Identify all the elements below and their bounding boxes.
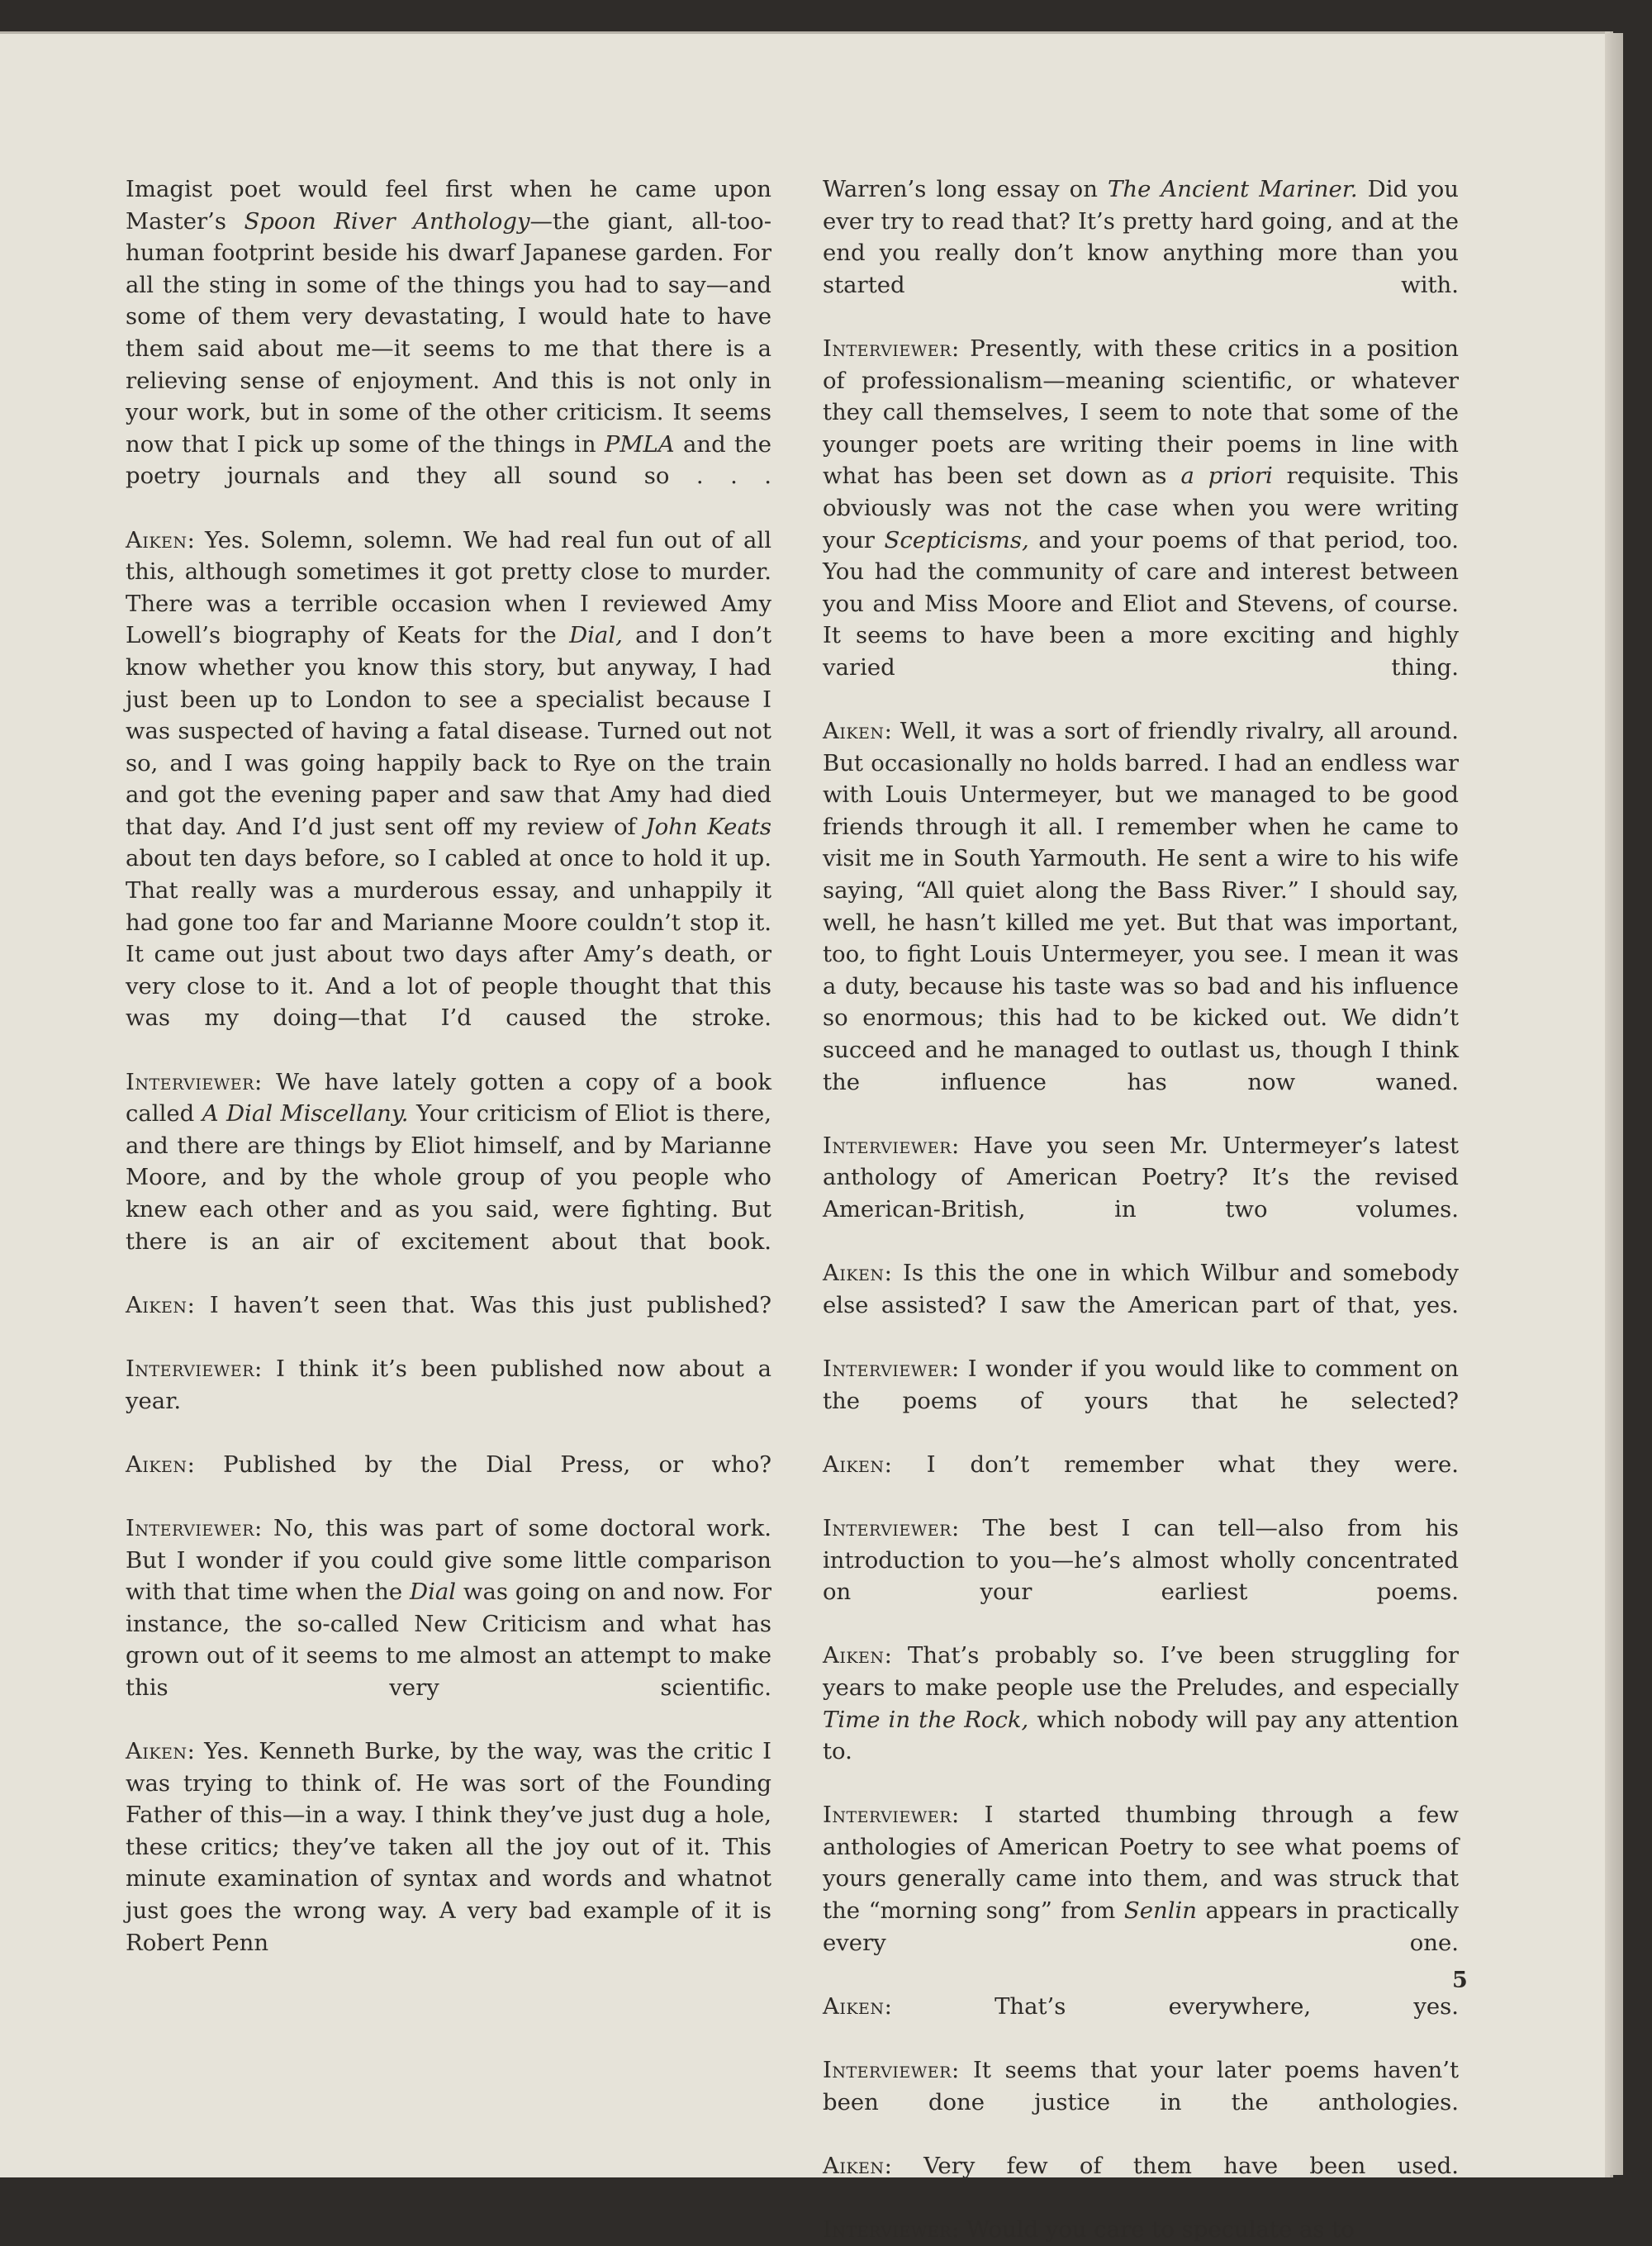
speaker-label: Aiken [126,1738,188,1765]
text-run: I started thumbing through a few anthologies of American Poetry to see what poems of yours generally came into them, and was struck that the “morning song” from [823,1802,1459,1925]
text-run: Well, it was a sort of friendly rivalry, all around. But occasionally no holds barred. I had an endless war with Louis Untermeyer, but we managed to be good friends through it all. I remember when he came to visit me in South Yarmouth. He sent a wire to his wife saying, “All quiet along the Bass River.” I should say, well, he hasn’t killed me yet. But that was important, too, to fight Louis Untermeyer, you see. I mean it was a duty, because his taste was so bad and his influence so enormous; this had to be kicked out. We didn’t succeed and he managed to outlast us, though I think the influence has now waned. [823,718,1459,1095]
text-run: and I don’t know whether you know this story, but anyway, I had just been up to London to see a specialist because I was suspected of having a fatal disease. Turned out not so, and I was going happily back to Rye on the train and got the evening paper and saw that Amy had died that day. And I’d just sent off my review of [126,622,771,840]
dialogue-paragraph: Interviewer: The best I can tell—also from his introduction to you—he’s almost wholly concentrated on your earliest poems. [823,1514,1459,1606]
text-run: I think it’s been published now about a year. [126,1355,772,1414]
italic-title: a priori [1180,463,1273,490]
text-run: I haven’t seen that. Was this just published? [209,1291,771,1318]
speaker-label: Interviewer [823,335,952,362]
speaker-label: Aiken [126,1451,188,1478]
text-run: and the poetry journals and they all sound so . . . [126,430,772,490]
dialogue-paragraph: Aiken: I don’t remember what they were. [823,1451,1459,1478]
text-run: The best I can tell—also from his introduction to you—he’s almost wholly concentrated on your earliest poems. [823,1514,1459,1606]
text-run: Your criticism of Eliot is there, and there are things by Eliot himself, and by Marianne Moore, and by the whole group of you people who knew each other and as you said, were fighting. But there is an air of excitement about that book. [126,1100,771,1255]
text-run: Have you seen Mr. Untermeyer’s latest anthology of American Poetry? It’s the revised American-British, in two volumes. [823,1132,1459,1223]
speaker-label: Aiken [823,2152,885,2179]
speaker-label: Aiken [823,1260,885,1287]
left-column [126,173,771,1959]
dialogue-paragraph: Aiken: That’s probably so. I’ve been struggling for years to make people use the Preludes, and especially Time in the Rock, which nobody will pay any attention to. [823,1642,1460,1765]
speaker-label: Interviewer [823,1802,952,1829]
speaker-label: Interviewer [823,2216,952,2243]
italic-title: Scepticisms, [884,526,1029,553]
italic-title: John Keats [645,813,772,840]
text-run: No, this was part of some doctoral work. But I wonder if you could give some little comparison with that time when the [126,1514,771,1606]
text-run: Published by the Dial Press, or who? [223,1451,771,1478]
speaker-label: Interviewer [823,1514,952,1541]
text-run: That’s probably so. I’ve been struggling for years to make people use the Preludes, and especially [823,1642,1459,1701]
speaker-label: Aiken [823,1992,885,2020]
speaker-label: Aiken [823,718,885,745]
text-run: was going on and now. For instance, the so-called New Criticism and what has grown out of it seems to me almost an attempt to make this very scientific. [126,1579,772,1701]
dialogue-paragraph: Aiken: I haven’t seen that. Was this just published? [126,1291,771,1318]
italic-title: Spoon River Anthology [244,207,530,235]
continued-paragraph [126,173,771,525]
text-run: about ten days before, so I cabled at once to hold it up. That really was a murderous essay, and unhappily it had gone too far and Marianne Moore couldn’t stop it. It came out just about two days after Amy’s death, or very close to it. And a lot of people thought that this was my doing—that I’d caused the stroke. [126,845,771,1032]
dialogue-paragraph: Aiken: That’s everywhere, yes. [823,1992,1459,2020]
speaker-label: Interviewer [126,1514,254,1541]
text-run: Presently, with these critics in a position of professionalism—meaning scientific, or whatever they call themselves, I seem to note that some of the younger poets are writing their poems in line with what has been set down as [823,335,1459,490]
dialogue-paragraph: Aiken: Very few of them have been used. [823,2152,1459,2179]
speaker-label: Interviewer [126,1068,254,1095]
dialogue-paragraph: Interviewer: I wonder if you would like to comment on the poems of yours that he selected? [823,1355,1459,1414]
dialogue-paragraph: Interviewer: I think it’s been published now about a year. [126,1355,772,1414]
italic-title: Dial, [569,622,623,649]
right-column [823,173,1459,2246]
dialogue-paragraph: Aiken: Published by the Dial Press, or who? [126,1451,771,1478]
text-run: Imagist poet would feel first when he came upon Master’s [126,176,771,235]
dialogue-paragraph: Aiken: Yes. Solemn, solemn. We had real fun out of all this, although sometimes it got pretty close to murder. There was a terrible occasion when I reviewed Amy Lowell’s biography of Keats for the Dial, and I don’t know whether you know this story, but anyway, I had just been up to London to see a specialist because I was suspected of having a fatal disease. Turned out not so, and I was going happily back to Rye on the train and got the evening paper and saw that Amy had died that day. And I’d just sent off my review of John Keats about ten days before, so I cabled at once to hold it up. That really was a murderous essay, and unhappily it had gone too far and Marianne Moore couldn’t stop it. It came out just about two days after Amy’s death, or very close to it. And a lot of people thought that this was my doing—that I’d caused the stroke. [126,526,772,1032]
text-run: I wonder if you would like to comment on the poems of yours that he selected? [823,1355,1459,1414]
page-number: 5 [1452,1968,1468,1993]
text-run: Is this the one in which Wilbur and somebody else assisted? I saw the American part of that, yes. [823,1260,1459,1318]
dialogue-paragraph: Interviewer: We have lately gotten a copy of a book called A Dial Miscellany. Your criticism of Eliot is there, and there are things by Eliot himself, and by Marianne Moore, and by the whole group of you people who knew each other and as you said, were fighting. But there is an air of excitement about that book. [126,1068,771,1255]
text-run: I don’t remember what they were. [926,1451,1459,1478]
speaker-label: Interviewer [126,1355,254,1382]
text-run: That’s everywhere, yes. [995,1992,1459,2020]
text-run: It seems that your later poems haven’t been done justice in the anthologies. [823,2057,1459,2115]
continued-paragraph [823,173,1459,333]
speaker-label: Interviewer [823,1132,952,1159]
dialogue-paragraph: Interviewer: Have you seen Mr. Untermeyer’s latest anthology of American Poetry? It’s the revised American-British, in two volumes. [823,1132,1459,1223]
dialogue-paragraph: Interviewer: It seems that your later poems haven’t been done justice in the anthologies. [823,2057,1459,2115]
text-run: Yes. Solemn, solemn. We had real fun out of all this, although sometimes it got pretty close to murder. There was a terrible occasion when I reviewed Amy Lowell’s biography of Keats for the [126,526,771,649]
dialogue-paragraph: Interviewer: I started thumbing through a few anthologies of American Poetry to see what poems of yours generally came into them, and was struck that the “morning song” from Senlin appears in practically every one. [823,1802,1459,1956]
speaker-label: Interviewer [823,2057,952,2084]
text-run: We have lately gotten a copy of a book called [126,1068,771,1128]
speaker-label: Interviewer [823,1355,952,1382]
text-run: Warren’s long essay on [823,176,1108,202]
dialogue-paragraph: Aiken: Is this the one in which Wilbur and somebody else assisted? I saw the American part of that, yes. [823,1260,1459,1318]
speaker-label: Aiken [126,1291,188,1318]
text-run: which nobody will pay any attention to. [823,1706,1460,1765]
text-run: and your poems of that period, too. You had the community of care and interest between you and Miss Moore and Eliot and Stevens, of course. It seems to have been a more exciting and highly varied thing. [823,526,1459,681]
dialogue-paragraph: Interviewer: Would you care to speculate as to [823,2216,1355,2243]
text-run: Did you ever try to read that? It’s pretty hard going, and at the end you really don’t know anything more than you started with. [823,176,1459,298]
speaker-label: Aiken [823,1642,885,1669]
italic-title: Time in the Rock, [823,1706,1029,1733]
page-edge [1605,33,1623,2175]
text-run: requisite. This obviously was not the case when you were writing your [823,463,1459,553]
speaker-label: Aiken [823,1451,885,1478]
text-run: appears in practically every one. [823,1897,1459,1956]
italic-title: Dial [410,1579,457,1606]
dialogue-paragraph: Interviewer: Presently, with these critics in a position of professionalism—meaning scientific, or whatever they call themselves, I seem to note that some of the younger poets are writing their poems in line with what has been set down as a priori requisite. This obviously was not the case when you were writing your Scepticisms, and your poems of that period, too. You had the community of care and interest between you and Miss Moore and Eliot and Stevens, of course. It seems to have been a more exciting and highly varied thing. [823,335,1459,681]
italic-title: PMLA [604,430,675,458]
dialogue-paragraph: Aiken: Yes. Kenneth Burke, by the way, was the critic I was trying to think of. He was sort of the Founding Father of this—in a way. I think they’ve just dug a hole, these critics; they’ve taken all the joy out of it. This minute examination of syntax and words and whatnot just goes the wrong way. A very bad example of it is Robert Penn [126,1738,771,1956]
dialogue-paragraph: Aiken: Well, it was a sort of friendly rivalry, all around. But occasionally no holds barred. I had an endless war with Louis Untermeyer, but we managed to be good friends through it all. I remember when he came to visit me in South Yarmouth. He sent a wire to his wife saying, “All quiet along the Bass River.” I should say, well, he hasn’t killed me yet. But that was important, too, to fight Louis Untermeyer, you see. I mean it was a duty, because his taste was so bad and his influence so enormous; this had to be kicked out. We didn’t succeed and he managed to outlast us, though I think the influence has now waned. [823,718,1459,1095]
italic-title: The Ancient Mariner. [1108,176,1358,202]
text-run: Very few of them have been used. [923,2152,1459,2179]
text-run: Would you care to speculate as to [966,2216,1355,2243]
text-run: —the giant, all-too-human footprint beside his dwarf Japanese garden. For all the sting in some of the things you had to say—and some of them very devastating, I would hate to have them said about me—it seems to me that there is a relieving sense of enjoyment. And this is not only in your work, but in some of the other criticism. It seems now that I pick up some of the things in [126,207,771,458]
speaker-label: Aiken [126,526,188,553]
dialogue-paragraph: Interviewer: No, this was part of some doctoral work. But I wonder if you could give some little comparison with that time when the Dial was going on and now. For instance, the so-called New Criticism and what has grown out of it seems to me almost an attempt to make this very scientific. [126,1514,772,1701]
text-run: Yes. Kenneth Burke, by the way, was the critic I was trying to think of. He was sort of the Founding Father of this—in a way. I think they’ve just dug a hole, these critics; they’ve taken all the joy out of it. This minute examination of syntax and words and whatnot just goes the wrong way. A very bad example of it is Robert Penn [126,1738,771,1956]
italic-title: A Dial Miscellany. [202,1100,409,1128]
italic-title: Senlin [1123,1897,1198,1925]
